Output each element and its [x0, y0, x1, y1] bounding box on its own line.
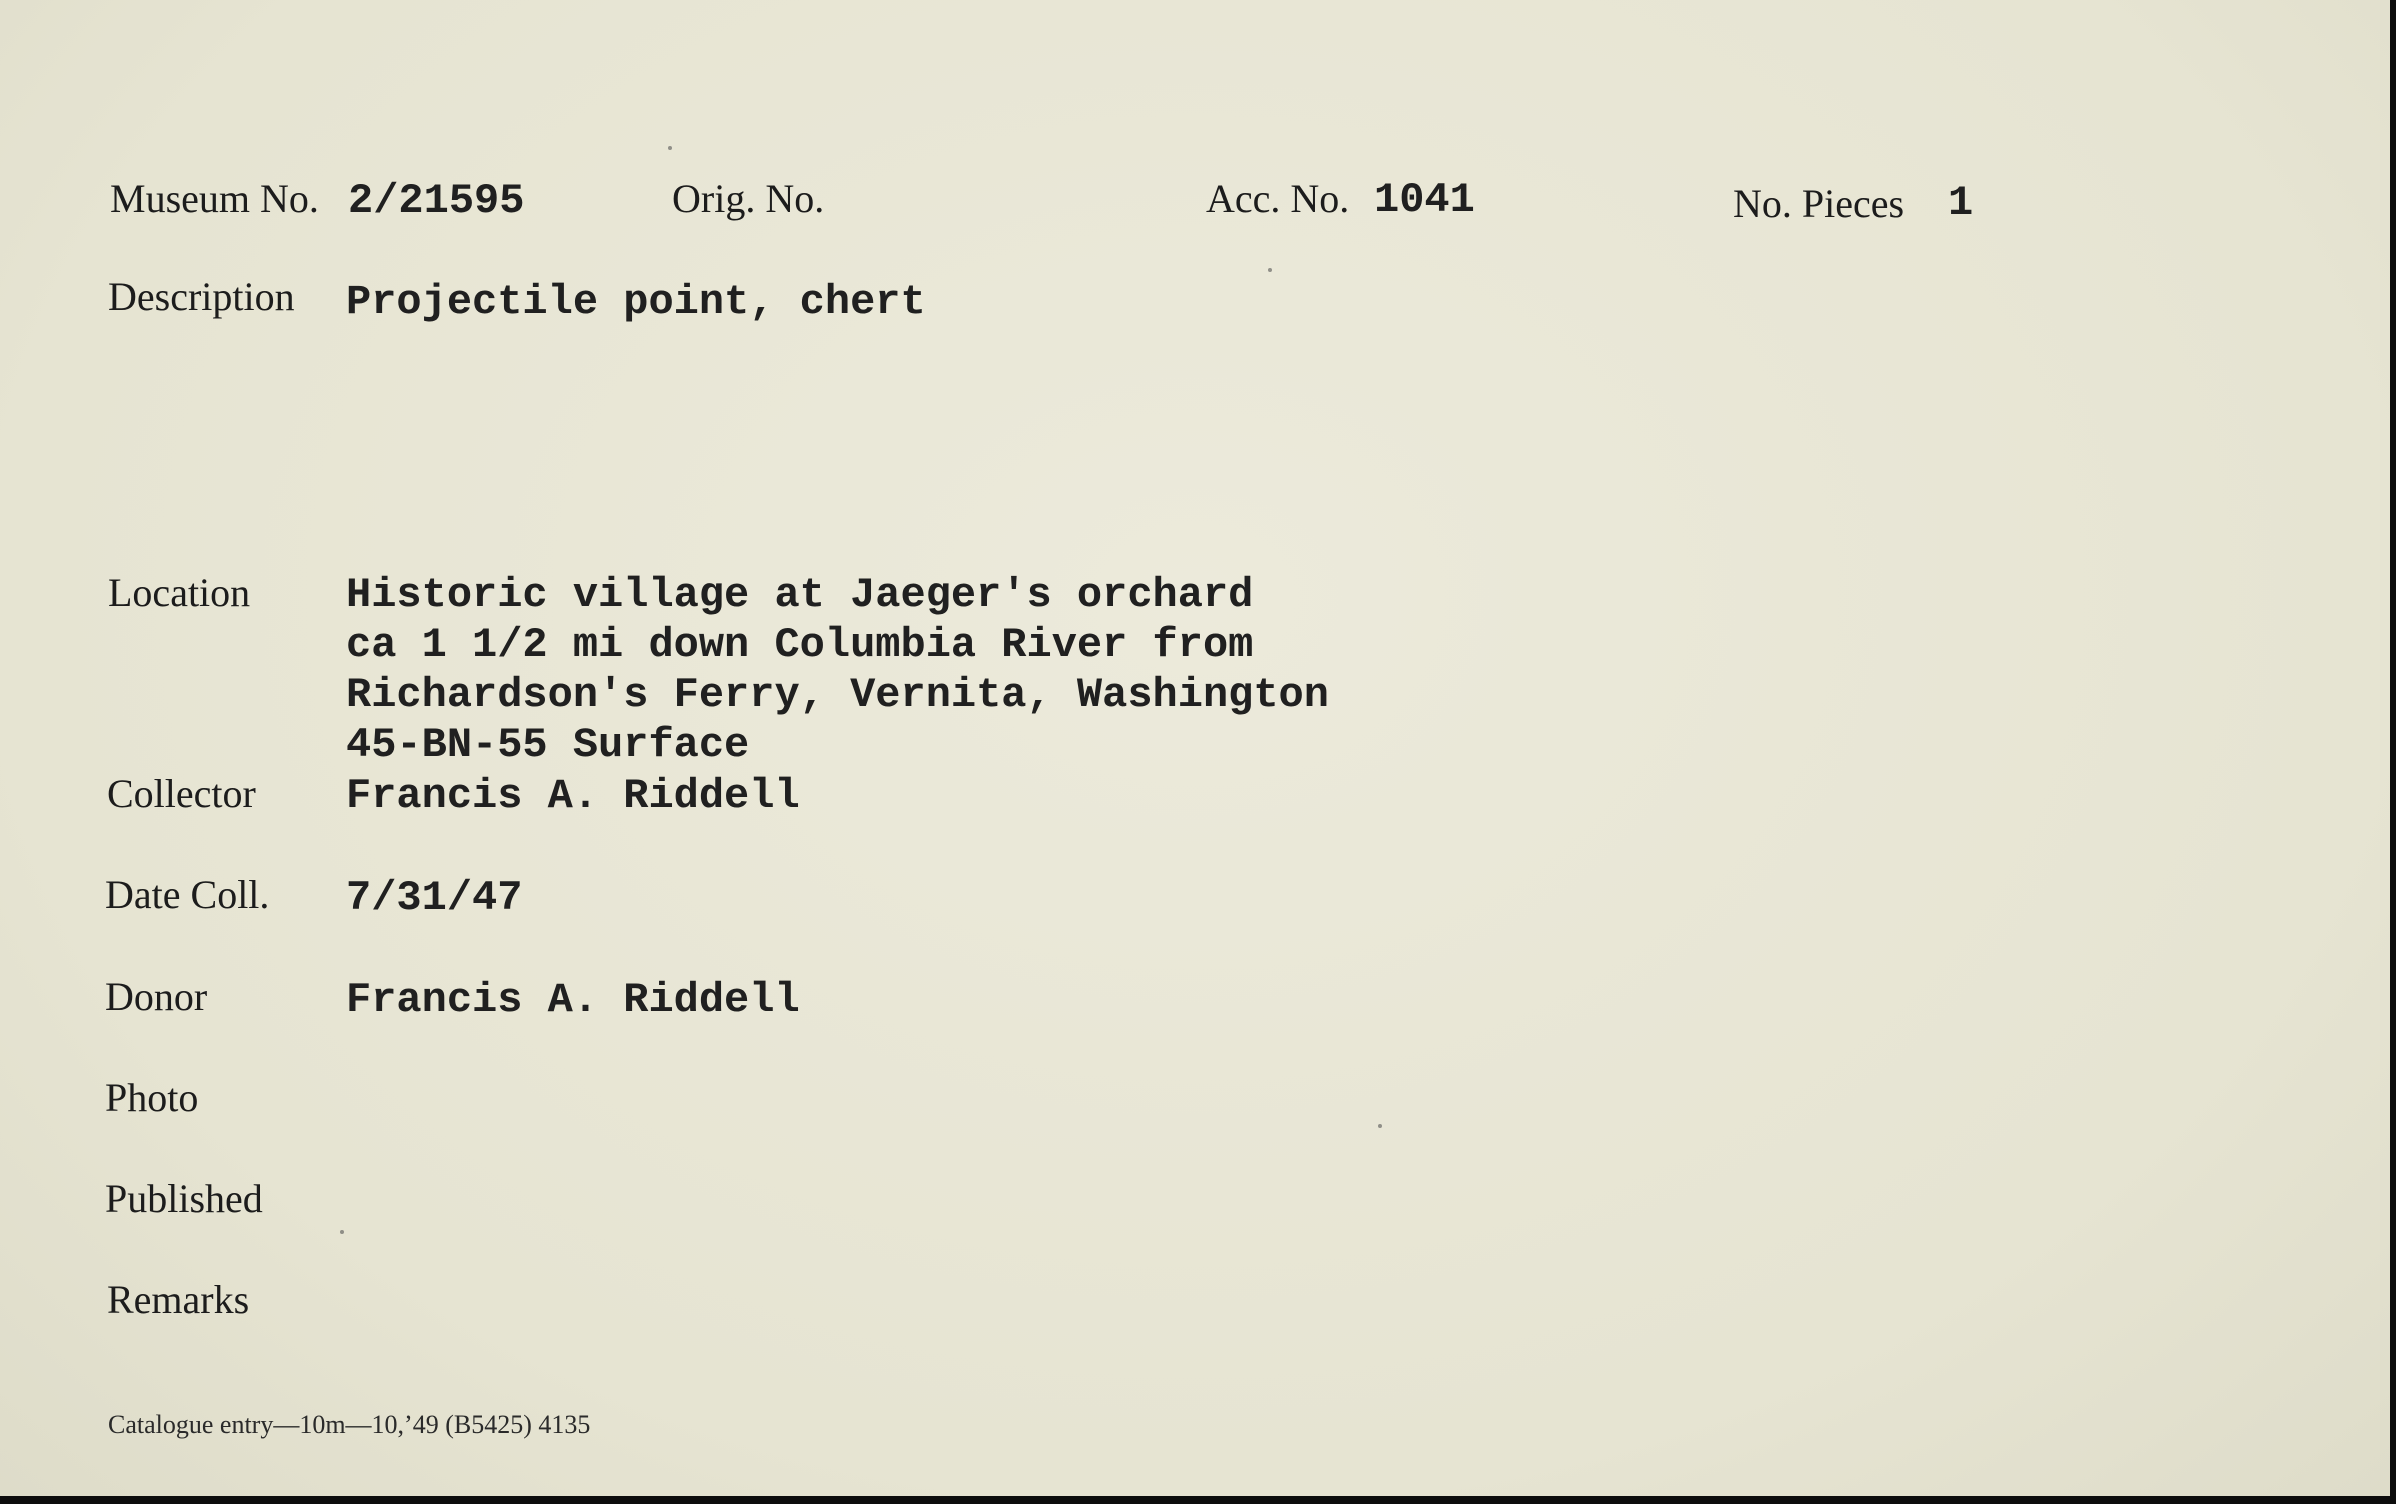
description-label: Description	[108, 274, 295, 319]
date-coll-label: Date Coll.	[105, 872, 270, 917]
location-line-3: Richardson's Ferry, Vernita, Washington	[346, 671, 1329, 719]
donor-value: Francis A. Riddell	[346, 976, 800, 1024]
museum-no-label: Museum No.	[110, 176, 319, 221]
dust-speck	[340, 1230, 344, 1234]
collector-value: Francis A. Riddell	[346, 772, 800, 820]
published-label: Published	[105, 1176, 263, 1221]
location-line-1: Historic village at Jaeger's orchard	[346, 571, 1254, 619]
location-label: Location	[108, 570, 251, 615]
museum-no-value: 2/21595	[348, 177, 525, 225]
location-line-4: 45-BN-55 Surface	[346, 721, 750, 769]
photo-label: Photo	[105, 1075, 199, 1120]
location-line-2: ca 1 1/2 mi down Columbia River from	[346, 621, 1254, 669]
collector-label: Collector	[107, 771, 256, 816]
no-pieces-value: 1	[1948, 179, 1974, 227]
acc-no-value: 1041	[1374, 176, 1475, 224]
dust-speck	[1268, 268, 1272, 272]
acc-no-label: Acc. No.	[1206, 176, 1350, 221]
date-coll-value: 7/31/47	[346, 874, 523, 922]
dust-speck	[1378, 1124, 1382, 1128]
remarks-label: Remarks	[107, 1277, 250, 1322]
description-value: Projectile point, chert	[346, 278, 926, 326]
donor-label: Donor	[105, 974, 208, 1019]
orig-no-label: Orig. No.	[672, 176, 825, 221]
no-pieces-label: No. Pieces	[1733, 181, 1905, 226]
catalogue-footer: Catalogue entry—10m—10,’49 (B5425) 4135	[108, 1410, 591, 1439]
dust-speck	[668, 146, 672, 150]
